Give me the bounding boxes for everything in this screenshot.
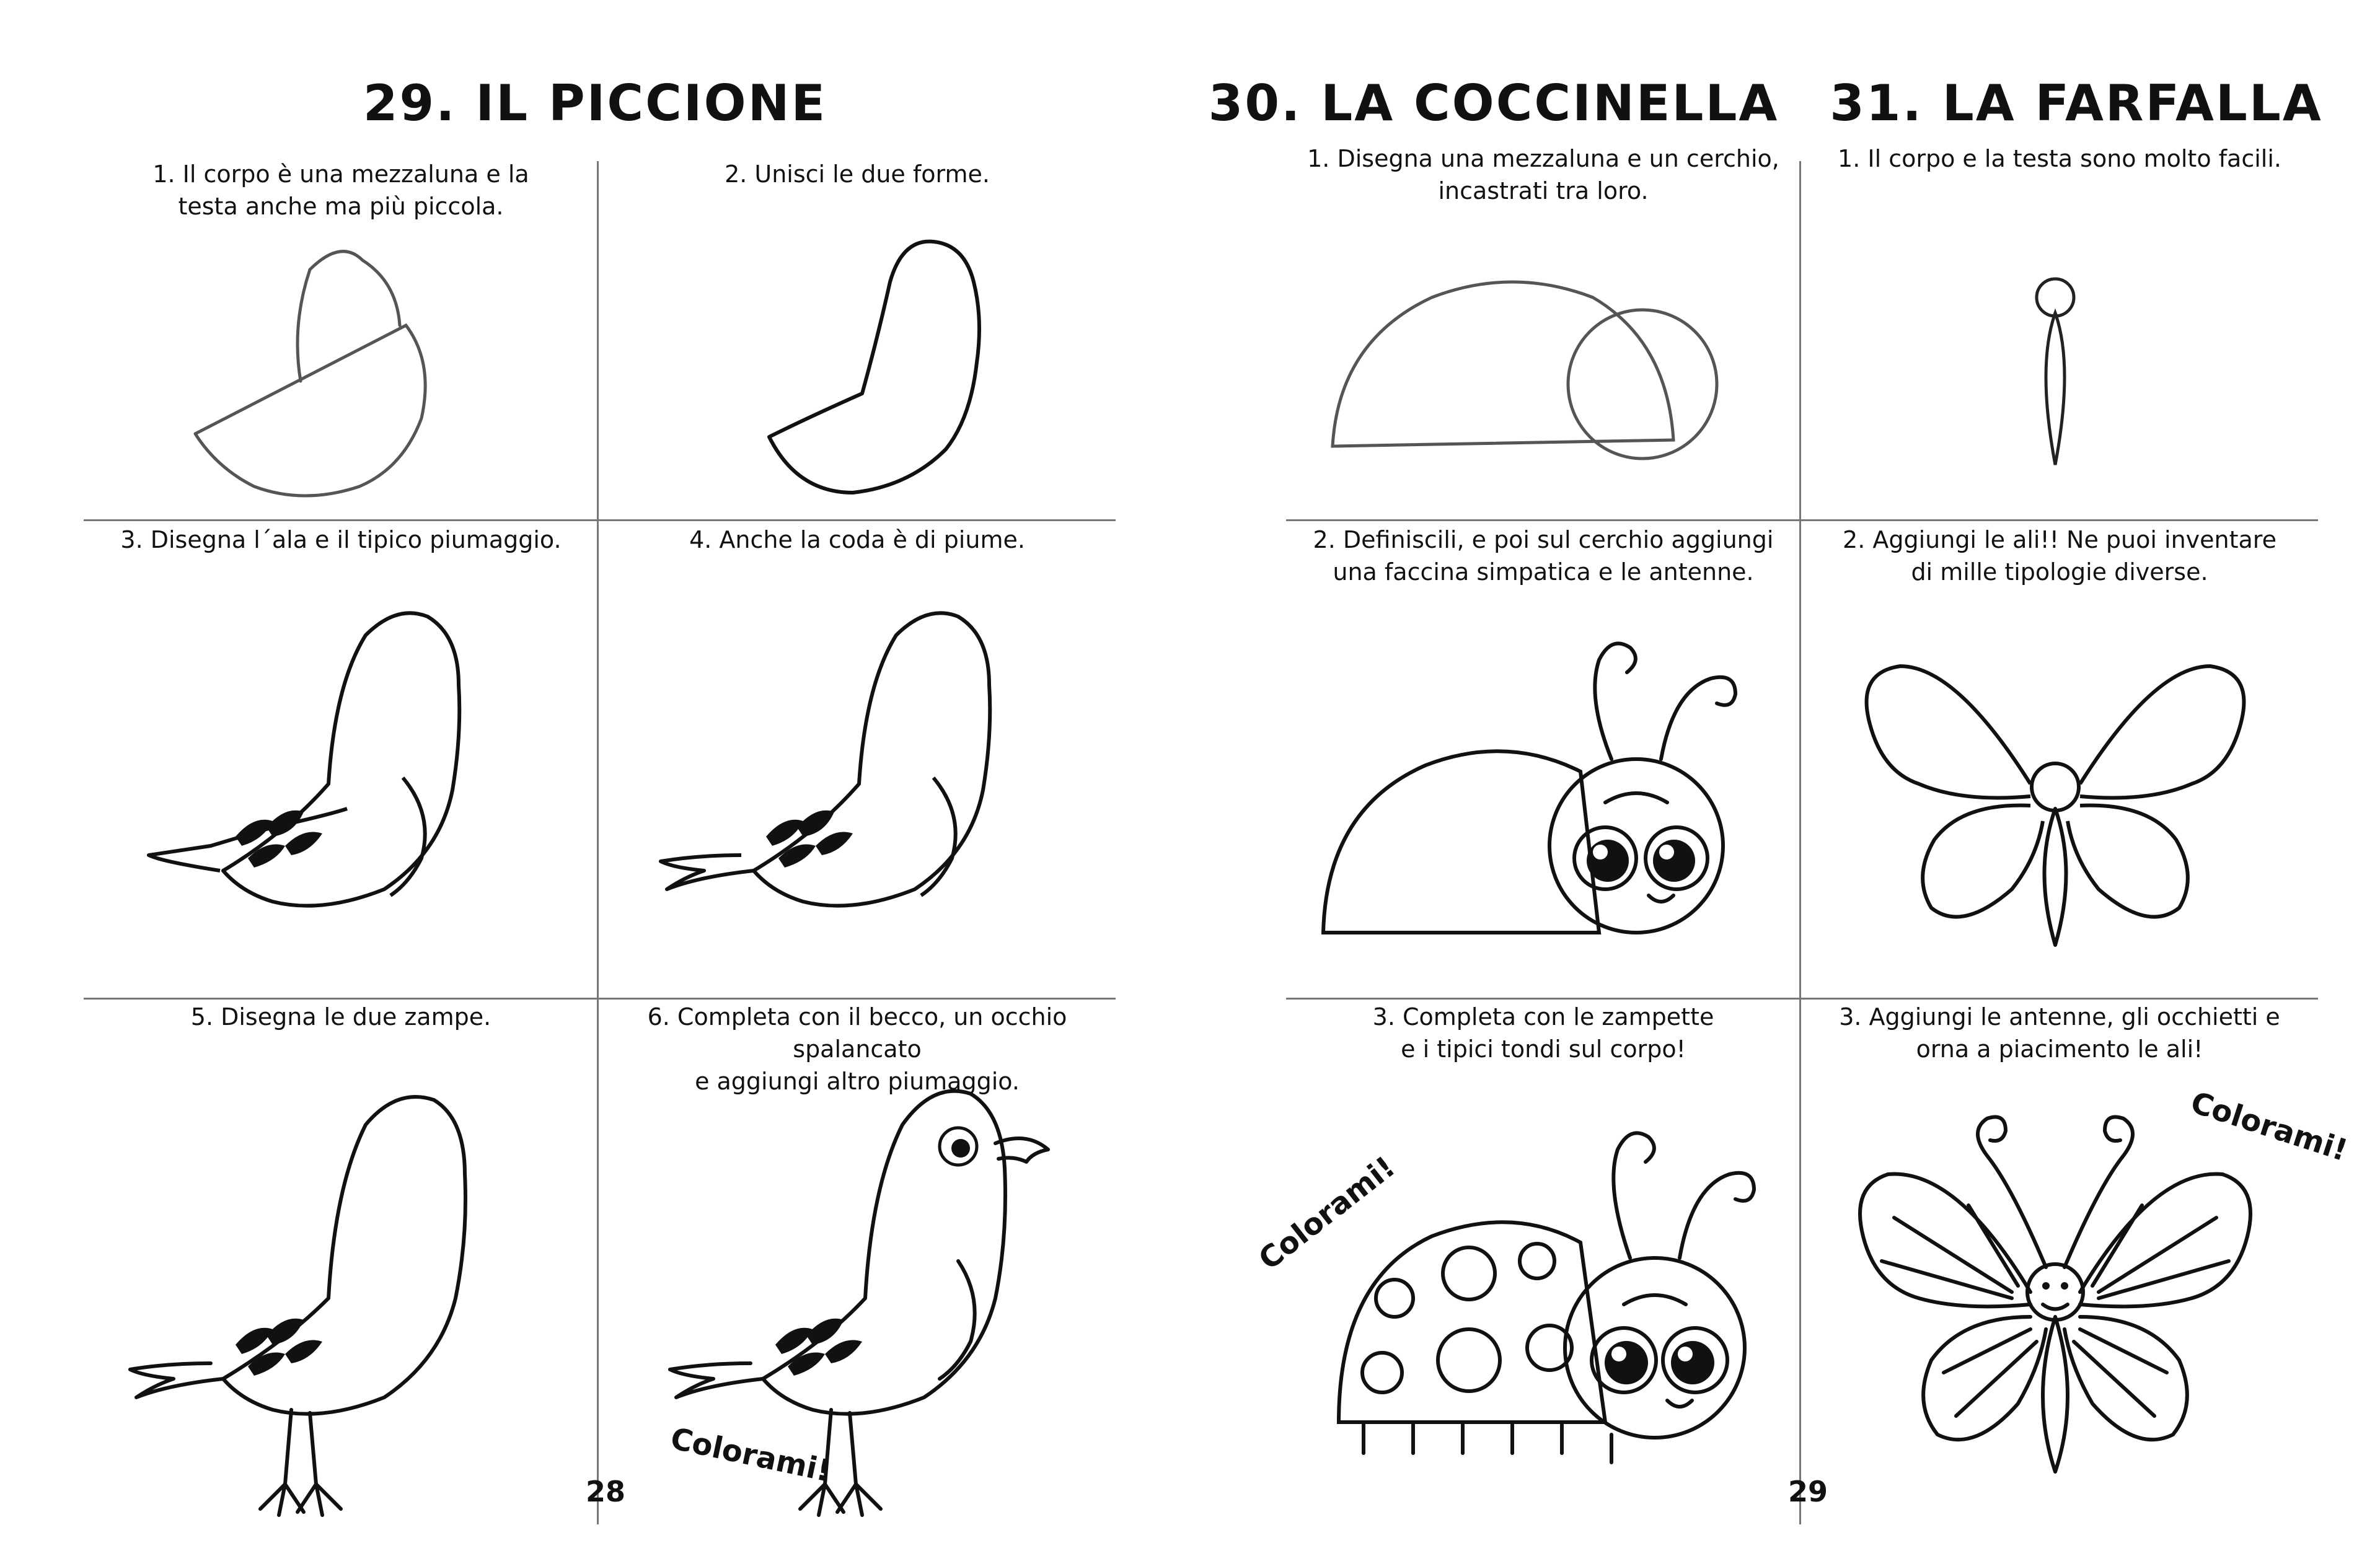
ladybug-step-1-drawing — [1289, 143, 1797, 517]
pigeon-title: 29. IL PICCIONE — [363, 74, 827, 132]
butterfly-step-2-drawing — [1801, 524, 2318, 995]
butterfly-title: 31. LA FARFALLA — [1830, 74, 2323, 132]
pigeon-step-5 — [87, 1001, 595, 1534]
pigeon-step-2 — [599, 158, 1116, 517]
butterfly-step-3-drawing — [1801, 1001, 2318, 1534]
butterfly-step-2 — [1801, 524, 2318, 995]
ladybug-step-2-caption: 2. Definiscili, e poi sul cerchio aggiungi una faccina simpatica e le antenne. — [1313, 526, 1774, 586]
page-number-left: 28 — [586, 1475, 626, 1508]
butterfly-step-2-caption: 2. Aggiungi le ali!! Ne puoi inventare di mille tipologie diverse. — [1843, 526, 2276, 586]
grid-horizontal-divider-1 — [84, 519, 1116, 521]
butterfly-step-1 — [1801, 143, 2318, 517]
ladybug-title: 30. LA COCCINELLA — [1208, 74, 1779, 132]
ladybug-colorami-label: Colorami! — [1252, 1150, 1402, 1277]
ladybug-step-2 — [1289, 524, 1797, 995]
pigeon-step-2-caption: 2. Unisci le due forme. — [725, 160, 990, 188]
grid-horizontal-divider-right-2 — [1286, 998, 2318, 1000]
butterfly-colorami-label: Colorami! — [2186, 1084, 2352, 1169]
pigeon-step-5-caption: 5. Disegna le due zampe. — [190, 1003, 491, 1031]
pigeon-step-6-caption: 6. Completa con il becco, un occhio spalancato e aggiungi altro piumaggio. — [647, 1003, 1067, 1095]
butterfly-step-1-drawing — [1801, 143, 2318, 517]
ladybug-step-2-drawing — [1289, 524, 1797, 995]
ladybug-step-3-caption: 3. Completa con le zampette e i tipici tondi sul corpo! — [1372, 1003, 1714, 1063]
grid-horizontal-divider-right-1 — [1286, 519, 2318, 521]
pigeon-step-3-caption: 3. Disegna l´ala e il tipico piumaggio. — [120, 526, 562, 553]
pigeon-step-3-drawing — [87, 524, 595, 995]
ladybug-step-1-caption: 1. Disegna una mezzaluna e un cerchio, incastrati tra loro. — [1307, 145, 1779, 204]
pigeon-step-2-drawing — [599, 158, 1116, 517]
pigeon-step-4-caption: 4. Anche la coda è di piume. — [689, 526, 1025, 553]
ladybug-step-3-drawing — [1289, 1001, 1797, 1534]
page-number-right: 29 — [1788, 1475, 1828, 1508]
pigeon-step-1-caption: 1. Il corpo è una mezzaluna e la testa anche ma più piccola. — [152, 160, 529, 220]
pigeon-step-1-drawing — [87, 158, 595, 517]
pigeon-step-5-drawing — [87, 1001, 595, 1534]
pigeon-step-4 — [599, 524, 1116, 995]
pigeon-colorami-label: Colorami! — [668, 1421, 834, 1489]
butterfly-step-1-caption: 1. Il corpo e la testa sono molto facili. — [1838, 145, 2281, 172]
pigeon-step-3 — [87, 524, 595, 995]
ladybug-step-3 — [1289, 1001, 1797, 1534]
ladybug-step-1 — [1289, 143, 1797, 517]
pigeon-step-4-drawing — [599, 524, 1116, 995]
butterfly-step-3 — [1801, 1001, 2318, 1534]
butterfly-step-3-caption: 3. Aggiungi le antenne, gli occhietti e orna a piacimento le ali! — [1839, 1003, 2280, 1063]
pigeon-step-1 — [87, 158, 595, 517]
grid-horizontal-divider-2 — [84, 998, 1116, 1000]
right-page — [1190, 0, 2380, 1543]
